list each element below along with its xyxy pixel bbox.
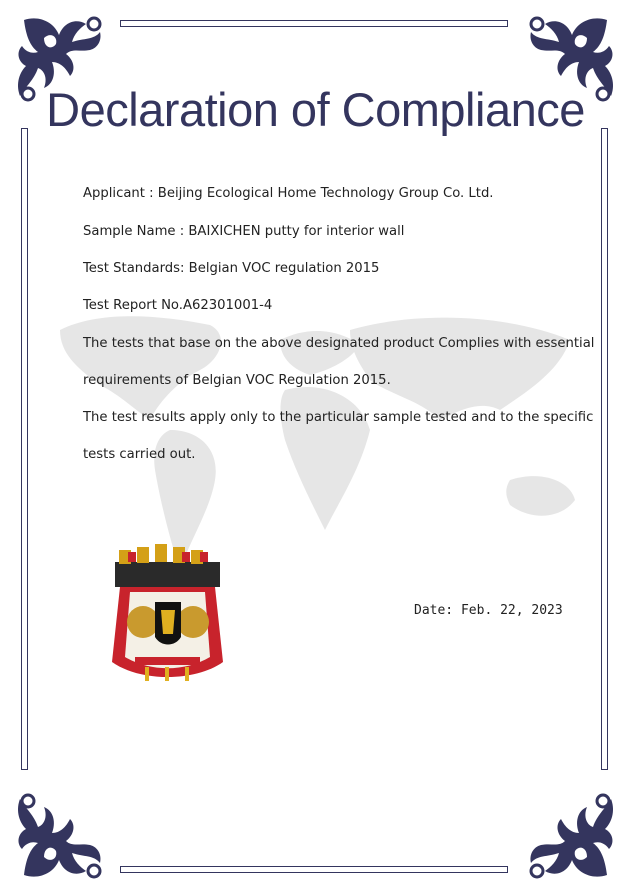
belgian-coat-of-arms-icon [105, 542, 230, 687]
compliance-statement-2: requirements of Belgian VOC Regulation 2015. [83, 373, 391, 388]
corner-ornament-icon [14, 790, 109, 885]
compliance-statement-1: The tests that base on the above designated product Complies with essential [83, 336, 595, 351]
corner-ornament-icon [522, 790, 617, 885]
frame-left-border [21, 128, 28, 770]
issue-date: Date: Feb. 22, 2023 [414, 603, 563, 618]
frame-top-border [120, 20, 508, 27]
frame-bottom-border [120, 866, 508, 873]
applicant-line: Applicant : Beijing Ecological Home Technology Group Co. Ltd. [83, 186, 494, 201]
scope-statement-1: The test results apply only to the particular sample tested and to the specific [83, 410, 594, 425]
frame-right-border [601, 128, 608, 770]
test-report-line: Test Report No.A62301001-4 [83, 298, 273, 313]
test-standards-line: Test Standards: Belgian VOC regulation 2015 [83, 261, 380, 276]
scope-statement-2: tests carried out. [83, 447, 196, 462]
page-title: Declaration of Compliance [46, 83, 585, 136]
sample-name-line: Sample Name : BAIXICHEN putty for interior wall [83, 224, 405, 239]
